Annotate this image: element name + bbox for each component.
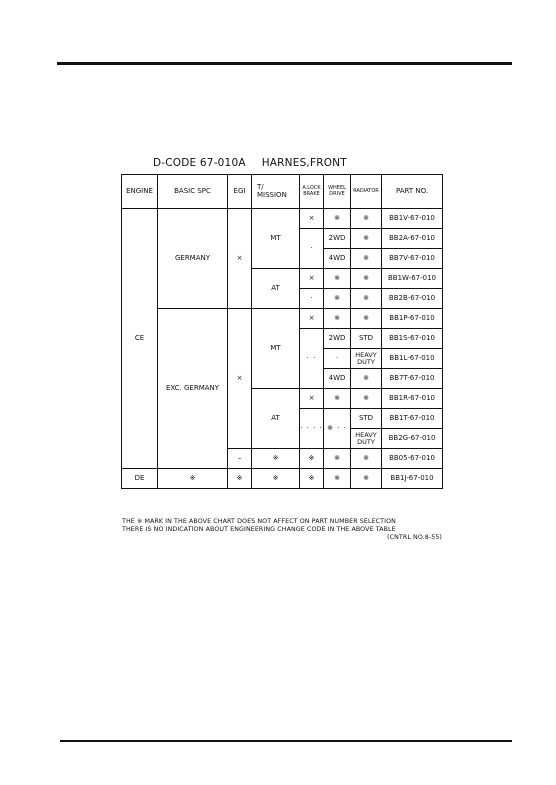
part-number: BB05-67-010 [382, 449, 443, 469]
part-number: BB1V-67-010 [382, 209, 443, 229]
tmission-mt: MT [252, 309, 300, 389]
tmission-cell: ※ [252, 469, 300, 489]
bottom-rule [60, 740, 512, 742]
parts-table [121, 174, 443, 489]
wd-cell: 4WD [324, 369, 351, 389]
note-line: THE ※ MARK IN THE ABOVE CHART DOES NOT AFFECT ON PART NUMBER SELECTION [122, 518, 396, 525]
part-number: BB2G-67-010 [382, 429, 443, 449]
rad-cell: ※ [351, 449, 382, 469]
engine-de: DE [122, 469, 158, 489]
col-abs-brake: A.LOCK BRAKE [300, 175, 324, 209]
egi-cell: × [228, 309, 252, 449]
basic-germany: GERMANY [158, 209, 228, 309]
part-number: BB2B-67-010 [382, 289, 443, 309]
abs-cell: × [300, 309, 324, 329]
egi-cell: – [228, 449, 252, 469]
footnotes [122, 518, 447, 542]
engine-ce: CE [122, 209, 158, 469]
wd-cell: ※ [324, 209, 351, 229]
rad-cell: HEAVY DUTY [351, 349, 382, 369]
wd-cell: 2WD [324, 329, 351, 349]
part-number: BB7T-67-010 [382, 369, 443, 389]
part-number: BB1L-67-010 [382, 349, 443, 369]
col-engine: ENGINE [122, 175, 158, 209]
rad-cell: ※ [351, 369, 382, 389]
wd-cell: ※ [324, 289, 351, 309]
abs-cell: · [300, 289, 324, 309]
part-number: BB7V-67-010 [382, 249, 443, 269]
rad-cell: HEAVY DUTY [351, 429, 382, 449]
rad-cell: ※ [351, 469, 382, 489]
rad-cell: ※ [351, 229, 382, 249]
table-row [122, 309, 443, 329]
rad-cell: ※ [351, 249, 382, 269]
title-code: D-CODE 67-010A [153, 157, 246, 169]
part-number: BB1J-67-010 [382, 469, 443, 489]
rad-cell: ※ [351, 389, 382, 409]
rad-cell: ※ [351, 309, 382, 329]
part-number: BB1T-67-010 [382, 409, 443, 429]
col-wheel-drive: WHEEL DRIVE [324, 175, 351, 209]
egi-cell: × [228, 209, 252, 309]
col-radiator: RADIATOR [351, 175, 382, 209]
table-row [122, 469, 443, 489]
part-number: BB1P-67-010 [382, 309, 443, 329]
abs-cell: · · · · [300, 409, 324, 449]
tmission-at: AT [252, 389, 300, 449]
rad-cell: ※ [351, 209, 382, 229]
abs-cell: ※ [300, 449, 324, 469]
rad-cell: ※ [351, 269, 382, 289]
header-row [122, 175, 443, 209]
tmission-at: AT [252, 269, 300, 309]
rad-cell: STD [351, 409, 382, 429]
wd-cell: ※ [324, 309, 351, 329]
basic-exc-germany: EXC. GERMANY [158, 309, 228, 469]
tmission-cell: ※ [252, 449, 300, 469]
abs-cell: × [300, 269, 324, 289]
col-tmission: T/ MISSION [252, 175, 300, 209]
table-row [122, 209, 443, 229]
note-line: THERE IS NO INDICATION ABOUT ENGINEERING CHANGE CODE IN THE ABOVE TABLE [122, 525, 396, 533]
wd-cell: ※ [324, 449, 351, 469]
abs-cell: × [300, 209, 324, 229]
control-number: (CNTRL NO.8-55) [387, 533, 442, 541]
wd-cell: 2WD [324, 229, 351, 249]
abs-cell: × [300, 389, 324, 409]
rad-cell: ※ [351, 289, 382, 309]
wd-cell: ※ [324, 269, 351, 289]
rad-cell: STD [351, 329, 382, 349]
wd-cell: ※ [324, 389, 351, 409]
col-part-no: PART NO. [382, 175, 443, 209]
wd-cell: ※ [324, 469, 351, 489]
tmission-mt: MT [252, 209, 300, 269]
abs-cell: ※ [300, 469, 324, 489]
part-number: BB2A-67-010 [382, 229, 443, 249]
wd-cell: ※ · · [324, 409, 351, 449]
col-egi: EGI [228, 175, 252, 209]
col-basic-spc: BASIC SPC [158, 175, 228, 209]
part-number: BB1W-67-010 [382, 269, 443, 289]
part-number: BB1S-67-010 [382, 329, 443, 349]
abs-cell: · · [300, 329, 324, 389]
basic-cell: ※ [158, 469, 228, 489]
part-number: BB1R-67-010 [382, 389, 443, 409]
abs-cell: · [300, 229, 324, 269]
page-title [153, 157, 363, 169]
top-rule [57, 62, 512, 65]
wd-cell: · [324, 349, 351, 369]
egi-cell: ※ [228, 469, 252, 489]
wd-cell: 4WD [324, 249, 351, 269]
title-name: HARNES,FRONT [261, 157, 347, 169]
